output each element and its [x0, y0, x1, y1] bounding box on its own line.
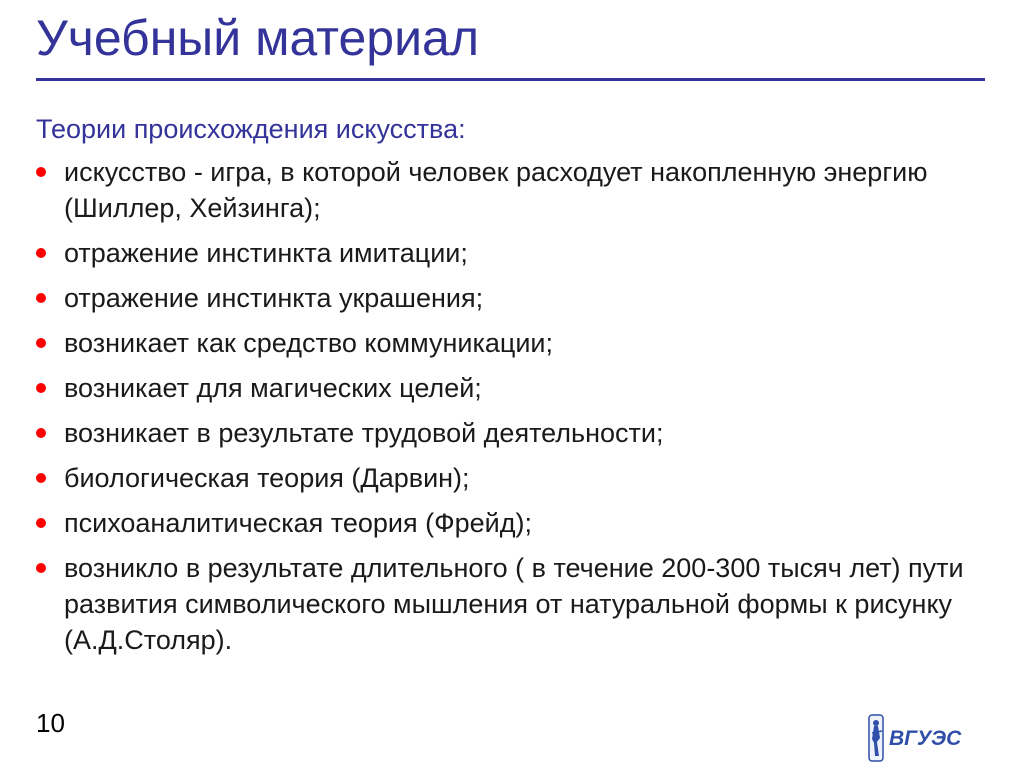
bullet-text: возникает для магических целей;: [64, 373, 482, 403]
bullet-dot-icon: [36, 167, 46, 177]
bullet-item: [36, 415, 986, 451]
bullet-text: отражение инстинкта украшения;: [64, 283, 484, 313]
bullet-text: возникает как средство коммуникации;: [64, 328, 553, 358]
title-divider: [36, 78, 985, 81]
slide-title: Учебный материал: [36, 10, 480, 66]
bullet-item: [36, 505, 986, 541]
bullet-dot-icon: [36, 383, 46, 393]
bullet-dot-icon: [36, 248, 46, 258]
bullet-item: [36, 280, 986, 316]
bullet-dot-icon: [36, 563, 46, 573]
bullet-item: [36, 154, 986, 226]
bullet-text: биологическая теория (Дарвин);: [64, 463, 470, 493]
page-number: 10: [36, 708, 65, 738]
bullet-item: [36, 235, 986, 271]
bullet-text: отражение инстинкта имитации;: [64, 238, 468, 268]
bullet-item: [36, 370, 986, 406]
bullet-item: [36, 550, 986, 658]
bullet-dot-icon: [36, 293, 46, 303]
vguees-logo: [866, 712, 986, 764]
bullet-dot-icon: [36, 338, 46, 348]
bullet-list: [36, 154, 986, 667]
bullet-dot-icon: [36, 473, 46, 483]
logo-text: ВГУЭС: [889, 727, 962, 750]
bullet-dot-icon: [36, 428, 46, 438]
bullet-text: возникает в результате трудовой деятельности;: [64, 418, 664, 448]
bullet-item: [36, 460, 986, 496]
bullet-item: [36, 325, 986, 361]
bullet-text: психоаналитическая теория (Фрейд);: [64, 508, 532, 538]
slide-subtitle: Теории происхождения искусства:: [36, 114, 466, 144]
bullet-text: возникло в результате длительного ( в течение 200-300 тысяч лет) пути развития символического мышления от натуральной формы к рисунку (А.Д.Столяр).: [64, 553, 964, 655]
bullet-dot-icon: [36, 518, 46, 528]
bullet-text: искусство - игра, в которой человек расходует накопленную энергию (Шиллер, Хейзинга);: [64, 157, 928, 223]
